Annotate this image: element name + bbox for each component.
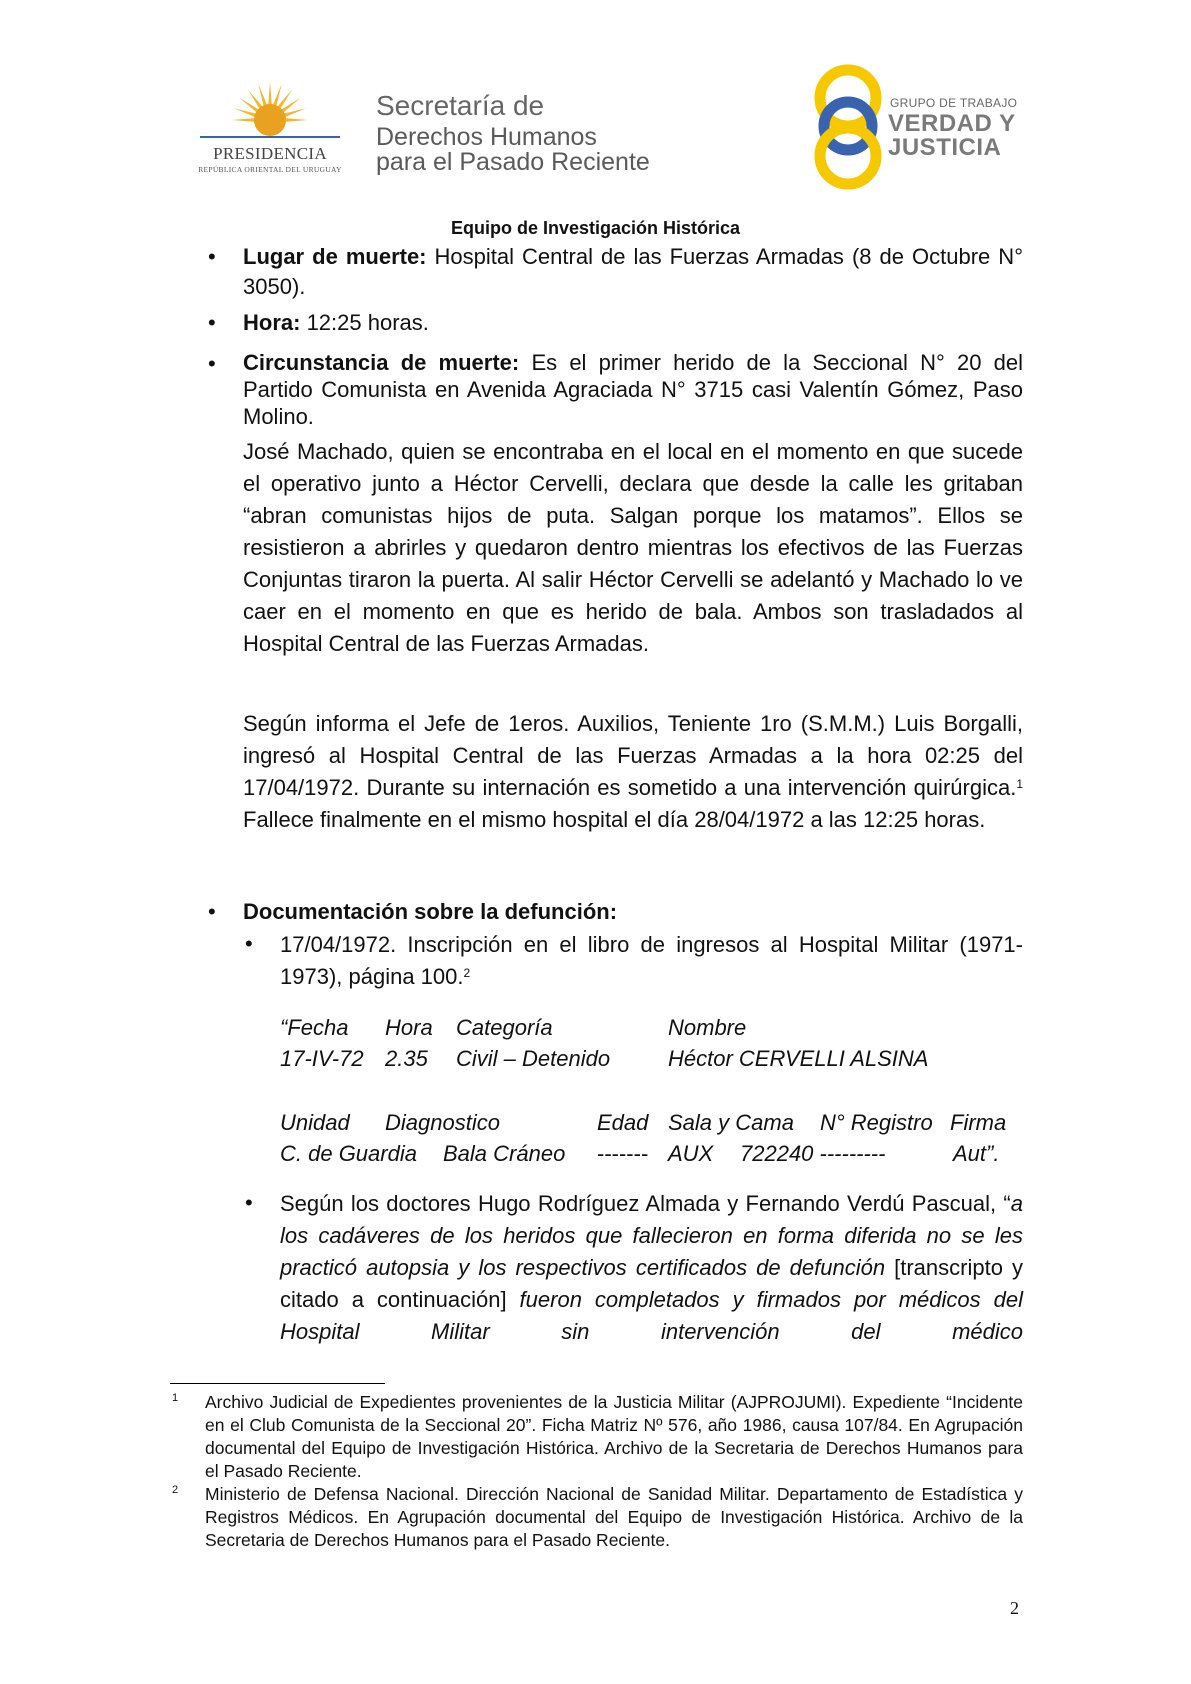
sub2-quote-1: a los cadáveres de los heridos que fallecieron en forma diferida no se les practicó autopsia y los respectivos certificados de defunción — [280, 1191, 1023, 1280]
bullet-sub2: • — [245, 1190, 253, 1215]
secretaria-title-line3: para el Pasado Reciente — [376, 148, 650, 176]
verdad-label: VERDAD Y — [888, 110, 1016, 137]
footnote-1-number: 1 — [172, 1392, 179, 1404]
documentacion-heading — [243, 897, 1023, 927]
verdad-justicia-rings-icon — [808, 62, 888, 190]
record-header-edad: Edad — [597, 1110, 649, 1135]
bullet-sub1: • — [245, 931, 253, 956]
footnote-divider — [170, 1383, 385, 1384]
hora-label: Hora: — [243, 310, 301, 335]
record-value-registro: 722240 --------- — [740, 1141, 886, 1166]
record-header-sala: Sala y Cama — [668, 1110, 794, 1135]
bullet-circunstancia: • — [208, 351, 216, 376]
presidencia-logo — [195, 80, 360, 180]
record-header-registro: N° Registro — [820, 1110, 933, 1135]
circunstancia-text: Es el primer herido de la Seccional N° 20 del Partido Comunista en Avenida Agraciada N° 3715 casi Valentín Gómez, Paso Molino. — [243, 350, 1023, 429]
record-value-sala: AUX — [668, 1141, 714, 1166]
team-heading: Equipo de Investigación Histórica — [450, 218, 741, 238]
sub2-quote-2: fueron completados y firmados por médicos del Hospital Militar sin intervención del médico — [280, 1287, 1023, 1344]
record-value-firma: Aut”. — [953, 1141, 1000, 1166]
hora-text: 12:25 horas. — [300, 310, 429, 335]
justicia-label: JUSTICIA — [888, 134, 1002, 161]
bullet-lugar: • — [208, 244, 216, 269]
record-header-nombre: Nombre — [668, 1015, 747, 1040]
footnote-1-text: Archivo Judicial de Expedientes provenientes de la Justicia Militar (AJPROJUMI). Expediente “Incidente en el Club Comunista de la Seccional 20”. Ficha Matriz Nº 576, año 1986, causa 107/84. En Agrupación documental del Equipo de Investigación Histórica. Archivo de la Secretaria de Derechos Humanos para el Pasado Reciente. — [205, 1392, 1023, 1481]
record-value-diagnostico: Bala Cráneo — [443, 1141, 566, 1166]
record-header-diagnostico: Diagnostico — [385, 1110, 500, 1135]
sun-emblem-icon — [195, 80, 345, 144]
hora-item — [243, 308, 1023, 338]
presidencia-subtitle: REPÚBLICA ORIENTAL DEL URUGUAY — [198, 165, 342, 174]
grupo-trabajo-label: GRUPO DE TRABAJO — [890, 96, 1018, 110]
sub2-bracket: [transcripto y citado a continuación] — [280, 1255, 1023, 1312]
lugar-label: Lugar de muerte: — [243, 244, 427, 269]
record-value-categoria: Civil – Detenido — [456, 1046, 611, 1071]
footnote-ref-1[interactable]: 1 — [1016, 777, 1023, 791]
sub1-item — [280, 929, 1023, 993]
record-value-unidad: C. de Guardia — [280, 1141, 417, 1166]
footnote-2-text: Ministerio de Defensa Nacional. Dirección Nacional de Sanidad Militar. Departamento de Estadística y Registros Médicos. En Agrupación documental del Equipo de Investigación Histórica. Archivo de la Secretaria de Derechos Humanos para el Pasado Reciente. — [205, 1484, 1023, 1550]
bullet-hora: • — [208, 310, 216, 335]
sub2-text-a: Según los doctores Hugo Rodríguez Almada y Fernando Verdú Pascual, “ — [280, 1191, 1011, 1216]
documentacion-label: Documentación sobre la defunción: — [243, 899, 618, 924]
circunstancia-label: Circunstancia de muerte: — [243, 350, 520, 375]
circunstancia-paragraph-2: José Machado, quien se encontraba en el local en el momento en que sucede el operativo junto a Héctor Cervelli, declara que desde la calle les gritaban “abran comunistas hijos de puta. Salgan porque los matamos”. Ellos se resistieron a abrirles y quedaron dentro mientras los efectivos de las Fuerzas Conjuntas tiraron la puerta. Al salir Héctor Cervelli se adelantó y Machado lo ve caer en el momento en que es herido de bala. Ambos son trasladados al Hospital Central de las Fuerzas Armadas. — [243, 439, 1023, 656]
record-value-fecha: 17-IV-72 — [280, 1046, 364, 1071]
record-header-firma: Firma — [950, 1110, 1007, 1135]
record-value-nombre: Héctor CERVELLI ALSINA — [668, 1046, 929, 1071]
lugar-item — [243, 242, 1023, 302]
record-header-hora: Hora — [385, 1015, 433, 1040]
secretaria-title-line1: Secretaría de — [376, 90, 545, 121]
record-header-unidad: Unidad — [280, 1110, 350, 1135]
footnote-2-number: 2 — [172, 1484, 179, 1496]
record-header-fecha: “Fecha — [280, 1015, 349, 1040]
para3-text-a: Según informa el Jefe de 1eros. Auxilios, Teniente 1ro (S.M.M.) Luis Borgalli, ingresó al Hospital Central de las Fuerzas Armadas a la hora 02:25 del 17/04/1972. Durante su internación es sometido a una intervención quirúrgica. — [243, 711, 1023, 800]
footnote-ref-2[interactable]: 2 — [463, 966, 471, 980]
para3-text-b: Fallece finalmente en el mismo hospital el día 28/04/1972 a las 12:25 horas. — [243, 807, 986, 832]
circunstancia-item — [243, 349, 1023, 430]
record-value-edad: ------- — [597, 1141, 649, 1166]
sub2-item — [280, 1188, 1023, 1348]
lugar-text: Hospital Central de las Fuerzas Armadas (8 de Octubre N° 3050). — [243, 244, 1023, 299]
page-number: 2 — [1010, 1598, 1019, 1618]
secretaria-title-line2: Derechos Humanos — [376, 123, 597, 151]
presidencia-name: PRESIDENCIA — [213, 144, 327, 163]
sub1-text: 17/04/1972. Inscripción en el libro de ingresos al Hospital Militar (1971-1973), página 100. — [280, 932, 1023, 989]
bullet-documentacion: • — [208, 899, 216, 924]
circunstancia-paragraph-3 — [243, 708, 1023, 836]
record-value-hora: 2.35 — [385, 1046, 428, 1071]
record-header-categoria: Categoría — [456, 1015, 553, 1040]
